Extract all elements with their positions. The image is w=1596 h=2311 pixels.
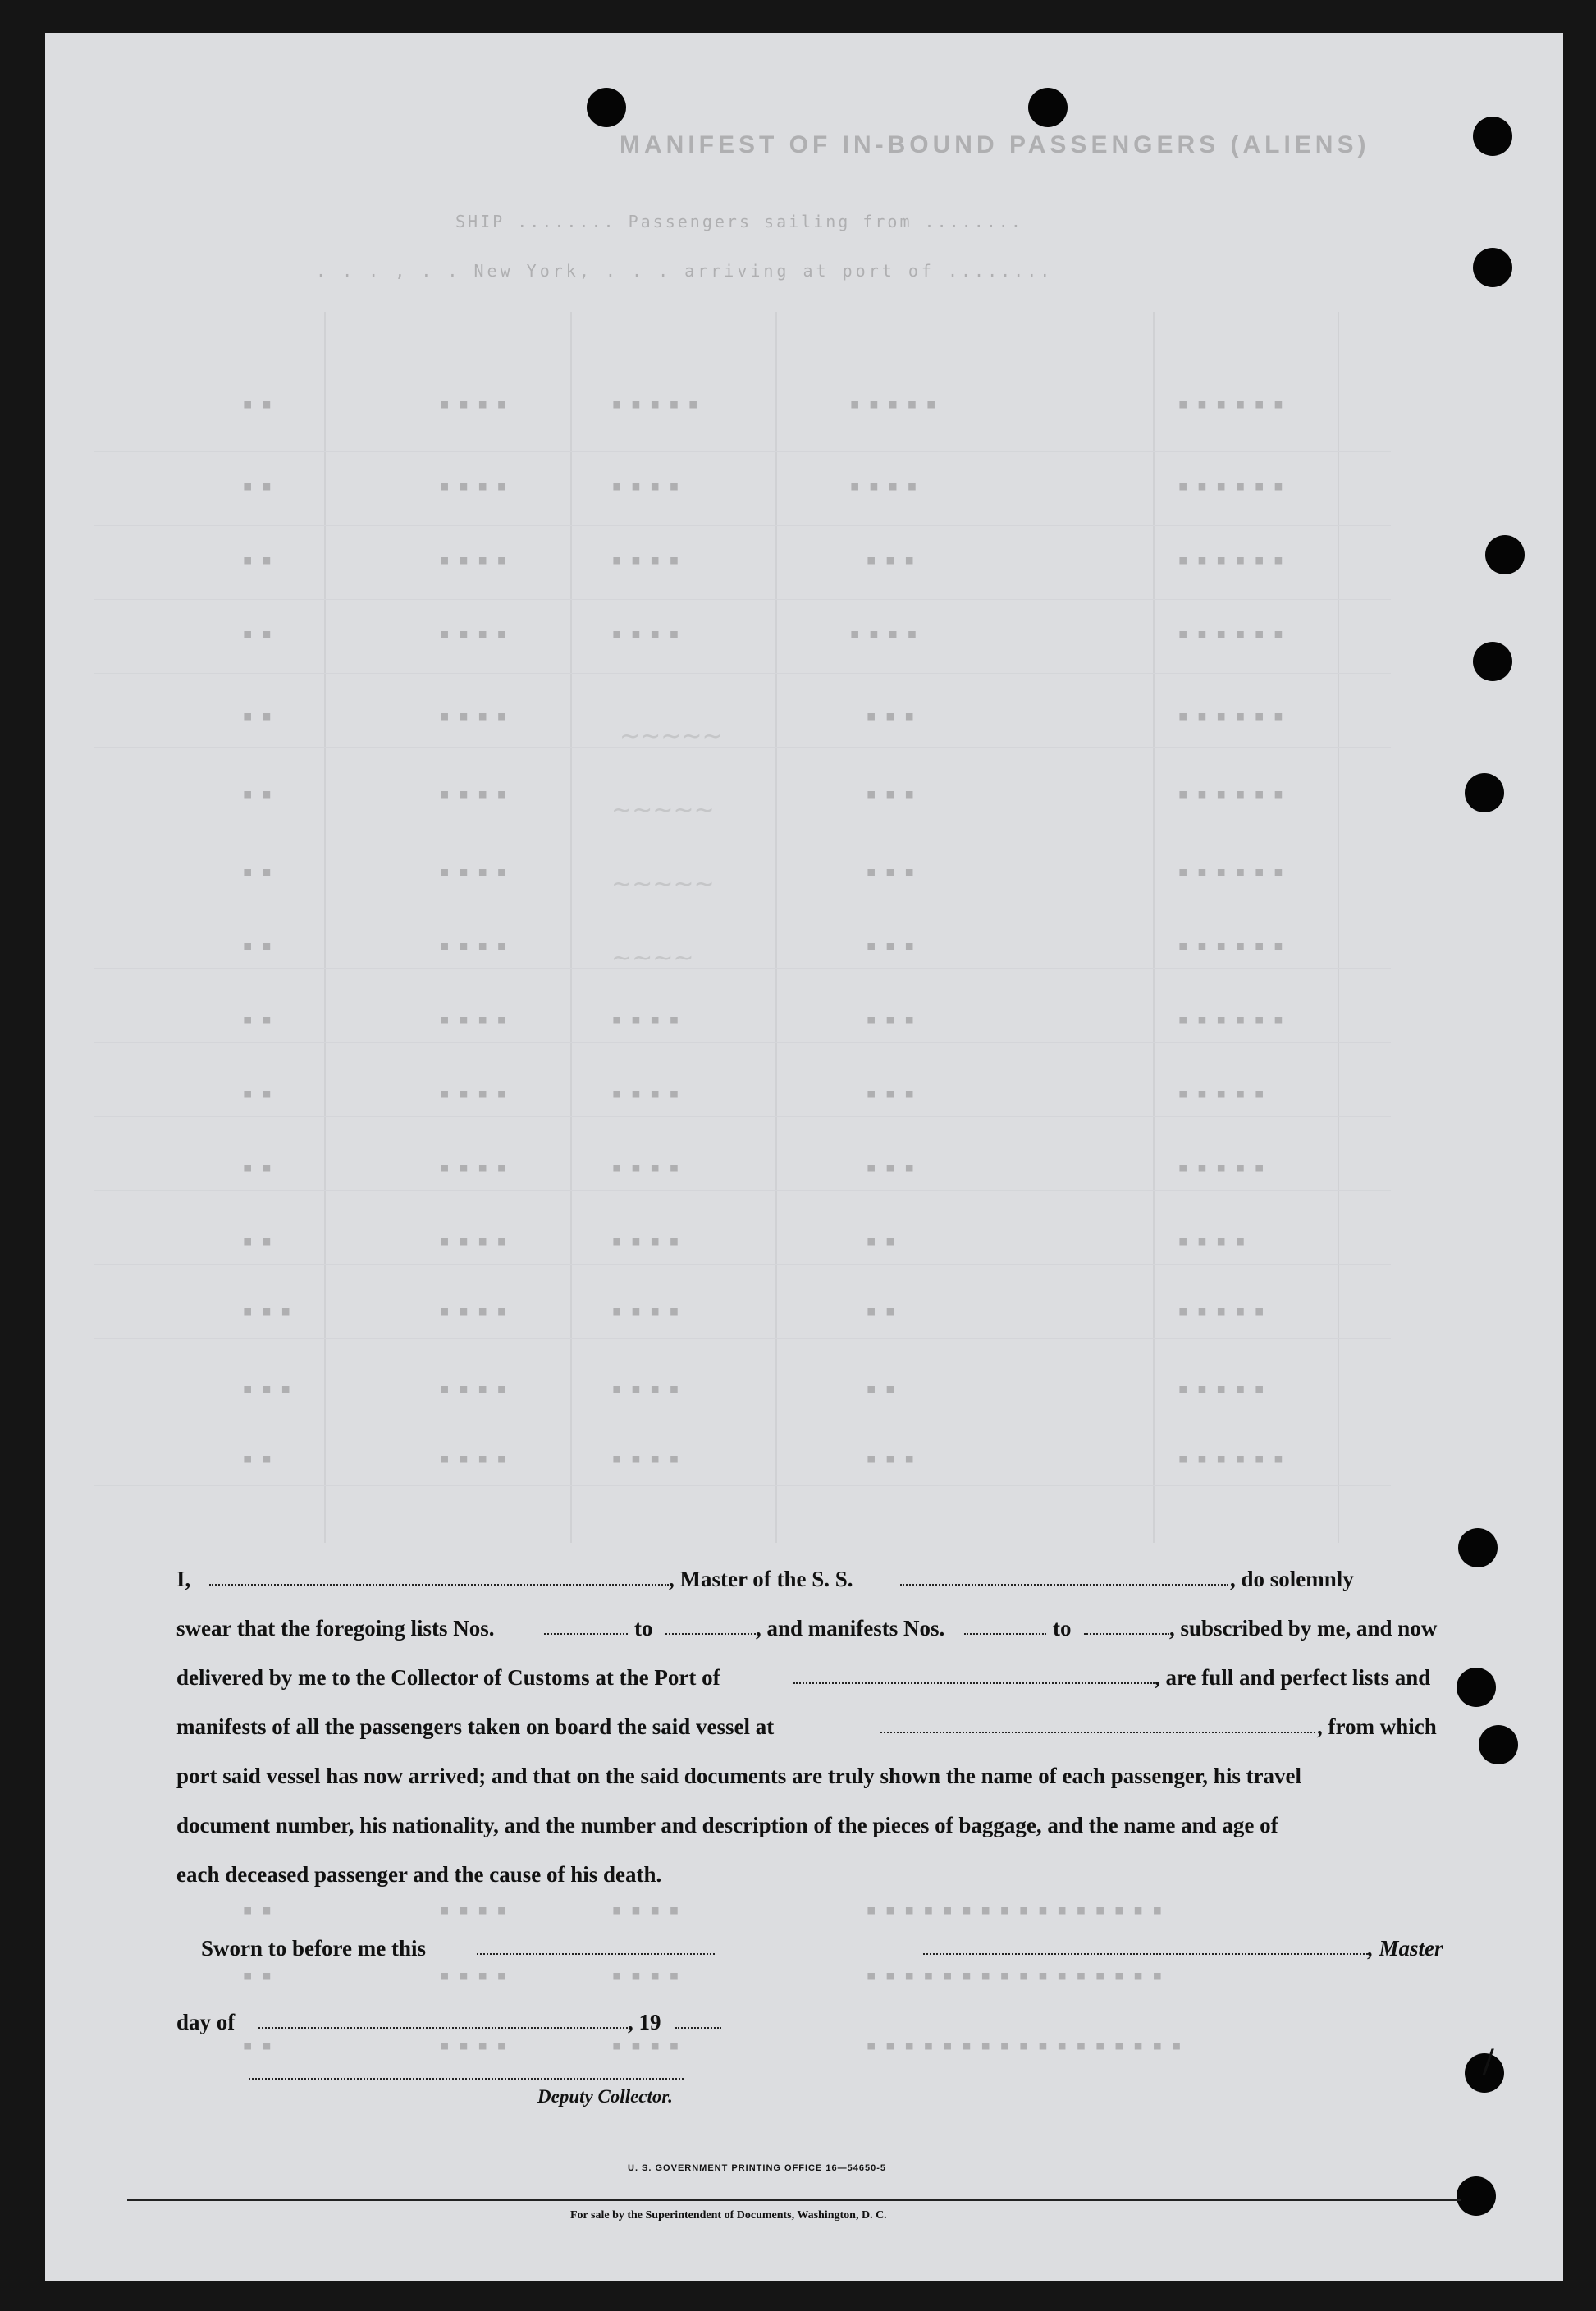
ghost-row-line <box>94 968 1391 969</box>
footer-rule <box>127 2199 1461 2201</box>
day-month-blank[interactable] <box>258 2027 628 2029</box>
punch-hole <box>1457 2176 1496 2216</box>
ghost-row: ▪▪▪▪▪▪ ▪▪▪ ▪▪▪▪ ▪▪▪▪ ▪▪ <box>242 1448 1292 1469</box>
ghost-row: ▪▪▪▪▪▪▪▪▪▪▪▪▪▪▪▪ ▪▪▪▪ ▪▪▪▪ ▪▪ <box>242 1965 1171 1986</box>
ghost-row-line <box>94 1338 1391 1339</box>
ghost-row: ▪▪▪▪▪▪ ▪▪▪ ▪▪▪▪ ▪▪▪▪ ▪▪ <box>242 1009 1292 1030</box>
for-sale-note: For sale by the Superintendent of Documents, Washington, D. C. <box>570 2209 887 2222</box>
oath-text: document number, his nationality, and the number and description of the pieces of baggage, and the name and age of <box>176 1813 1278 1837</box>
ghost-row-line <box>94 599 1391 600</box>
ghost-row: ▪▪▪▪▪▪ ▪▪▪▪ ▪▪▪▪ ▪▪▪▪ ▪▪ <box>242 624 1292 644</box>
oath-line <box>176 1695 1465 1745</box>
ghost-row: ▪▪▪▪▪▪ ▪▪▪▪ ▪▪▪▪ ▪▪▪▪ ▪▪ <box>242 476 1292 497</box>
ghost-row: ▪▪▪▪▪▪ ▪▪▪ ▪▪▪▪ ▪▪ <box>242 936 1292 956</box>
ghost-row: ▪▪▪▪▪ ▪▪ ▪▪▪▪ ▪▪▪▪ ▪▪▪ <box>242 1379 1274 1399</box>
ghost-row-line <box>94 747 1391 748</box>
sworn-date-blank[interactable] <box>477 1953 715 1955</box>
punch-hole <box>1465 773 1504 812</box>
ghost-row-line <box>94 1485 1391 1486</box>
punch-hole <box>1479 1725 1518 1764</box>
ghost-row: ▪▪▪▪▪ ▪▪ ▪▪▪▪ ▪▪▪▪ ▪▪▪ <box>242 1301 1274 1321</box>
oath-text: , from which <box>1317 1714 1437 1739</box>
oath-text: I, <box>176 1567 191 1591</box>
punch-hole <box>1473 248 1512 287</box>
deputy-collector-label: Deputy Collector. <box>537 2086 673 2107</box>
oath-text: to <box>634 1616 653 1641</box>
ghost-row: ▪▪▪▪▪▪ ▪▪▪▪▪ ▪▪▪▪▪ ▪▪▪▪ ▪▪ <box>242 394 1292 414</box>
sworn-label: Sworn to before me this <box>201 1936 426 1961</box>
punch-hole <box>1028 88 1068 127</box>
ghost-row: ▪▪▪▪▪▪▪▪▪▪▪▪▪▪▪▪ ▪▪▪▪ ▪▪▪▪ ▪▪ <box>242 1900 1171 1920</box>
ghost-row: ▪▪▪▪▪▪ ▪▪▪ ▪▪▪▪ ▪▪ <box>242 706 1292 726</box>
oath-line <box>176 1597 1465 1646</box>
ghost-row-line <box>94 1264 1391 1265</box>
oath-line <box>176 1794 1465 1843</box>
oath-text: , Master of the S. S. <box>669 1567 853 1591</box>
printer-imprint: U. S. GOVERNMENT PRINTING OFFICE 16—54650-5 <box>628 2163 887 2173</box>
handwritten-number: ~~~~~ <box>611 796 715 825</box>
oath-text: manifests of all the passengers taken on board the said vessel at <box>176 1714 775 1739</box>
oath-text: , do solemnly <box>1230 1567 1354 1591</box>
ghost-row: ▪▪▪▪▪ ▪▪▪ ▪▪▪▪ ▪▪▪▪ ▪▪ <box>242 1083 1274 1104</box>
ghost-port-line: . . . , . . New York, . . . arriving at port of ........ <box>316 261 1054 281</box>
oath-text: port said vessel has now arrived; and that on the said documents are truly shown the name of each passenger, his travel <box>176 1764 1302 1788</box>
year-blank[interactable] <box>675 2027 721 2029</box>
year-label: , 19 <box>628 2010 661 2034</box>
handwritten-number: ~~~~~ <box>620 722 723 751</box>
punch-hole <box>587 88 626 127</box>
master-name-blank[interactable] <box>209 1584 669 1586</box>
margin-mark: / <box>1483 2040 1494 2084</box>
ghost-row: ▪▪▪▪▪▪ ▪▪▪ ▪▪▪▪ ▪▪ <box>242 862 1292 882</box>
ghost-row-line <box>94 1190 1391 1191</box>
ghost-subtitle: SHIP ........ Passengers sailing from ........ <box>455 212 1023 231</box>
punch-hole <box>1473 117 1512 156</box>
deputy-line <box>176 2057 1465 2114</box>
ghost-row-line <box>94 525 1391 526</box>
oath-line <box>176 1548 1465 1597</box>
day-label: day of <box>176 2010 236 2034</box>
master-label: , Master <box>1368 1936 1443 1961</box>
oath-line <box>176 1843 1465 1892</box>
sworn-line <box>176 1917 1465 1966</box>
ghost-row-line <box>94 451 1391 452</box>
ghost-title: MANIFEST OF IN-BOUND PASSENGERS (ALIENS) <box>620 131 1370 158</box>
day-line <box>176 1991 1465 2040</box>
ghost-row: ▪▪▪▪▪▪▪▪▪▪▪▪▪▪▪▪▪ ▪▪▪▪ ▪▪▪▪ ▪▪ <box>242 2035 1191 2056</box>
list-to-blank[interactable] <box>665 1633 756 1635</box>
oath-text: , are full and perfect lists and <box>1155 1665 1431 1690</box>
oath-text: each deceased passenger and the cause of his death. <box>176 1862 662 1887</box>
punch-hole <box>1473 642 1512 681</box>
manifest-to-blank[interactable] <box>1084 1633 1169 1635</box>
ghost-row: ▪▪▪▪▪▪ ▪▪▪ ▪▪▪▪ ▪▪ <box>242 784 1292 804</box>
master-signature-blank[interactable] <box>923 1953 1368 1955</box>
manifest-page <box>45 33 1563 2281</box>
oath-line <box>176 1646 1465 1695</box>
deputy-signature-blank[interactable] <box>249 2078 684 2080</box>
ghost-row: ▪▪▪▪▪ ▪▪▪ ▪▪▪▪ ▪▪▪▪ ▪▪ <box>242 1157 1274 1178</box>
ghost-row-line <box>94 673 1391 674</box>
ghost-row: ▪▪▪▪ ▪▪ ▪▪▪▪ ▪▪▪▪ ▪▪ <box>242 1231 1254 1252</box>
oath-line <box>176 1745 1465 1794</box>
oath-text: , subscribed by me, and now <box>1169 1616 1438 1641</box>
oath-text: to <box>1053 1616 1072 1641</box>
departure-port-blank[interactable] <box>880 1732 1315 1733</box>
handwritten-number: ~~~~ <box>611 944 694 972</box>
ship-name-blank[interactable] <box>900 1584 1228 1586</box>
ghost-row: ▪▪▪▪▪▪ ▪▪▪ ▪▪▪▪ ▪▪▪▪ ▪▪ <box>242 550 1292 570</box>
manifest-from-blank[interactable] <box>964 1633 1046 1635</box>
ghost-row-line <box>94 1116 1391 1117</box>
punch-hole <box>1485 535 1525 574</box>
oath-text: swear that the foregoing lists Nos. <box>176 1616 495 1641</box>
port-blank[interactable] <box>793 1682 1155 1684</box>
oath-text: , and manifests Nos. <box>756 1616 945 1641</box>
oath-text: delivered by me to the Collector of Customs at the Port of <box>176 1665 720 1690</box>
handwritten-number: ~~~~~ <box>611 870 715 899</box>
list-from-blank[interactable] <box>544 1633 628 1635</box>
ghost-row-line <box>94 1042 1391 1043</box>
